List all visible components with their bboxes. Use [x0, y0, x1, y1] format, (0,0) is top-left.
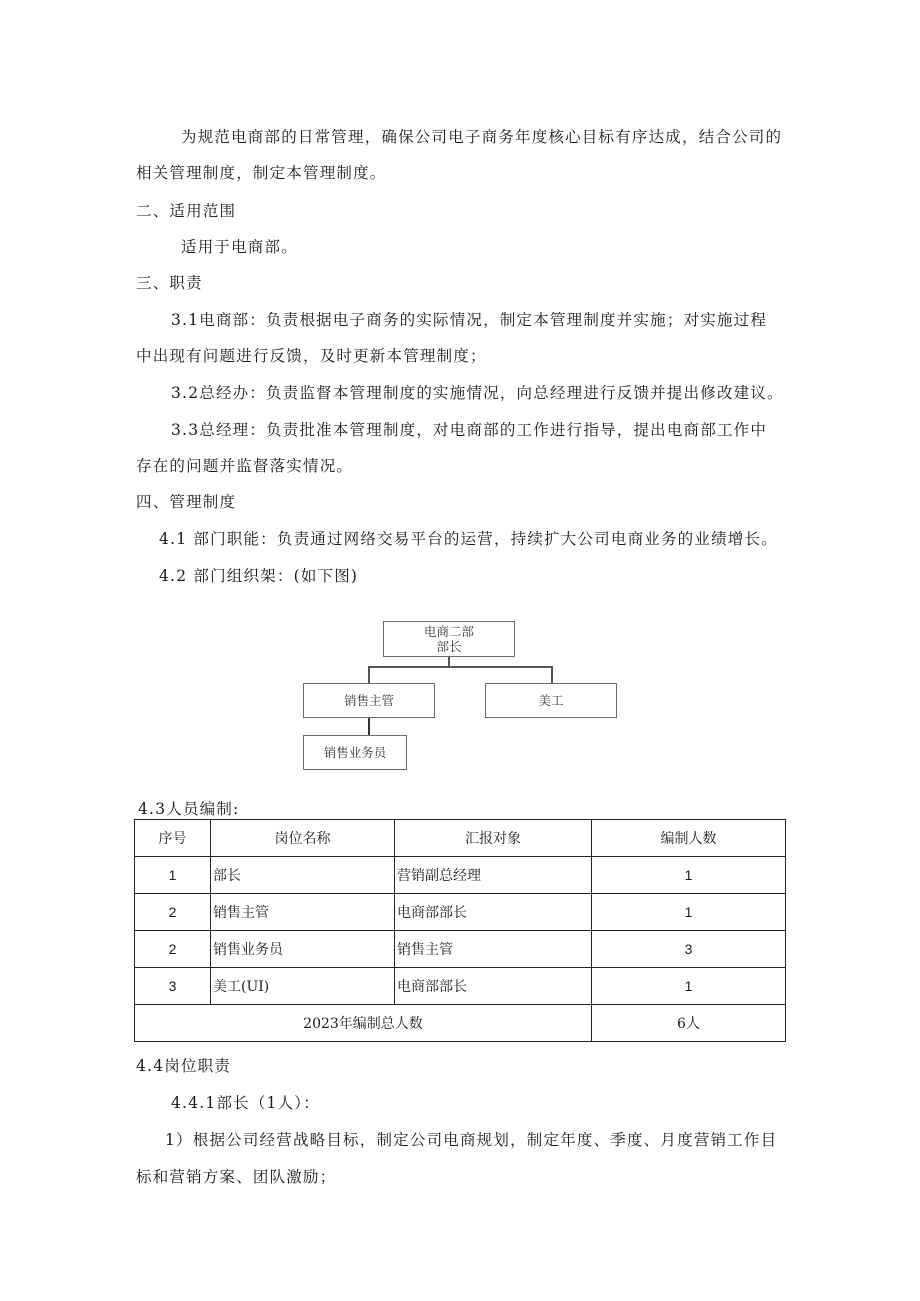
item-4-1: 4.1 部门职能：负责通过网络交易平台的运营，持续扩大公司电商业务的业绩增长。: [159, 530, 778, 548]
cell-index: 2: [135, 894, 211, 931]
org-connector-horizontal: [368, 666, 552, 668]
cell-position: 部长: [211, 857, 395, 894]
cell-position: 销售主管: [211, 894, 395, 931]
header-position: 岗位名称: [211, 820, 395, 857]
cell-index: 2: [135, 931, 211, 968]
cell-headcount: 1: [592, 857, 786, 894]
item-4-3: 4.3人员编制:: [138, 800, 240, 818]
org-box-top-line-2: 部长: [436, 639, 462, 654]
header-index: 序号: [135, 820, 211, 857]
cell-report-to: 营销副总经理: [395, 857, 592, 894]
responsibility-1-line-2: 标和营销方案、团队激励；: [136, 1168, 337, 1186]
duty-3-1-line-2: 中出现有问题进行反馈，及时更新本管理制度；: [136, 347, 487, 365]
cell-headcount: 1: [592, 894, 786, 931]
total-value: 6人: [592, 1005, 786, 1042]
cell-position: 美工(UI): [211, 968, 395, 1005]
intro-paragraph-line-2: 相关管理制度，制定本管理制度。: [136, 164, 387, 182]
org-connector-right-drop: [551, 666, 553, 683]
cell-report-to: 电商部部长: [395, 968, 592, 1005]
total-label: 2023年编制总人数: [135, 1005, 592, 1042]
table-row: [135, 857, 786, 894]
intro-paragraph-line-1: 为规范电商部的日常管理，确保公司电子商务年度核心目标有序达成，结合公司的: [181, 128, 783, 146]
duty-3-2: 3.2总经办：负责监督本管理制度的实施情况，向总经理进行反馈并提出修改建议。: [171, 384, 784, 402]
cell-index: 1: [135, 857, 211, 894]
cell-headcount: 3: [592, 931, 786, 968]
section-2-body: 适用于电商部。: [181, 238, 298, 256]
header-headcount: 编制人数: [592, 820, 786, 857]
org-connector-left-down: [368, 718, 370, 735]
table-row: [135, 894, 786, 931]
section-4-heading: 四、管理制度: [136, 493, 237, 511]
org-box-designer: 美工: [485, 683, 617, 718]
org-box-sales-rep: 销售业务员: [303, 735, 407, 770]
staffing-table: [134, 819, 786, 1042]
section-3-heading: 三、职责: [136, 274, 203, 292]
responsibility-1-line-1: 1）根据公司经营战略目标，制定公司电商规划，制定年度、季度、月度营销工作目: [165, 1131, 778, 1149]
cell-report-to: 电商部部长: [395, 894, 592, 931]
item-4-2: 4.2 部门组织架：(如下图): [159, 567, 359, 585]
org-box-sales-supervisor: 销售主管: [303, 683, 435, 718]
item-4-4: 4.4岗位职责: [136, 1057, 232, 1075]
table-total-row: [135, 1005, 786, 1042]
duty-3-3-line-2: 存在的问题并监督落实情况。: [136, 457, 354, 475]
item-4-4-1: 4.4.1部长（1人）：: [171, 1094, 320, 1112]
cell-index: 3: [135, 968, 211, 1005]
table-row: [135, 968, 786, 1005]
org-connector-left-drop: [368, 666, 370, 683]
duty-3-3-line-1: 3.3总经理：负责批准本管理制度，对电商部的工作进行指导，提出电商部工作中: [171, 421, 768, 439]
table-row: [135, 931, 786, 968]
cell-headcount: 1: [592, 968, 786, 1005]
cell-position: 销售业务员: [211, 931, 395, 968]
duty-3-1-line-1: 3.1电商部：负责根据电子商务的实际情况，制定本管理制度并实施；对实施过程: [171, 311, 768, 329]
org-box-department-head: [383, 621, 515, 657]
table-header-row: [135, 820, 786, 857]
org-box-top-line-1: 电商二部: [423, 624, 474, 639]
cell-report-to: 销售主管: [395, 931, 592, 968]
header-report-to: 汇报对象: [395, 820, 592, 857]
section-2-heading: 二、适用范围: [136, 202, 237, 220]
